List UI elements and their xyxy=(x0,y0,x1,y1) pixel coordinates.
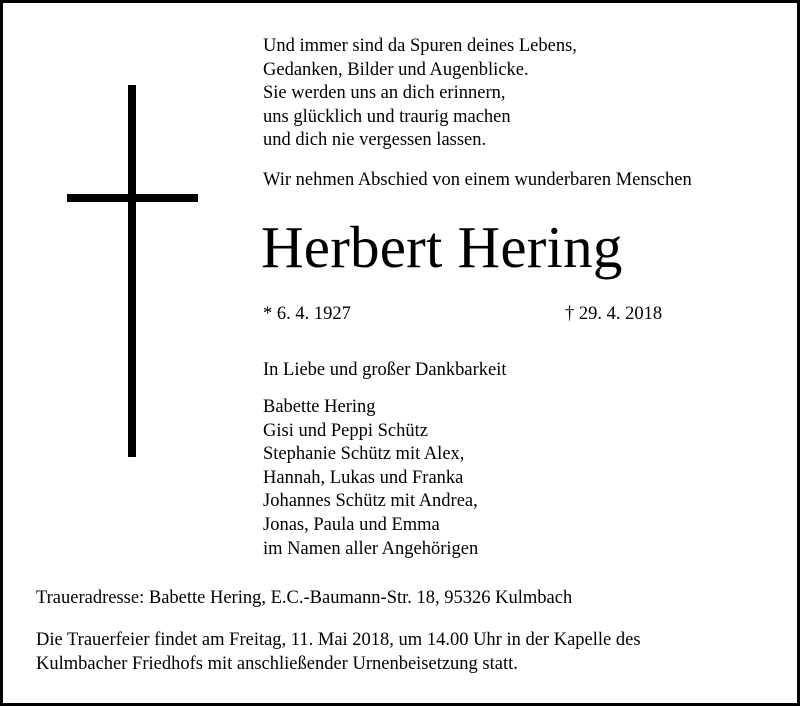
death-date: † 29. 4. 2018 xyxy=(565,304,663,324)
poem-line: Sie werden uns an dich erinnern, xyxy=(263,83,506,104)
poem-line: Gedanken, Bilder und Augenblicke. xyxy=(263,59,529,80)
ceremony-line: Die Trauerfeier findet am Freitag, 11. Mai 2018, um 14.00 Uhr in der Kapelle des xyxy=(36,630,641,650)
birth-date: * 6. 4. 1927 xyxy=(263,304,351,324)
mourner-line: Babette Hering xyxy=(263,397,376,417)
mourner-line: Johannes Schütz mit Andrea, xyxy=(263,491,478,512)
mourner-line: Jonas, Paula und Emma xyxy=(263,514,440,535)
mourner-line: Gisi und Peppi Schütz xyxy=(263,420,428,441)
deceased-name: Herbert Hering xyxy=(261,214,623,280)
poem-line: Und immer sind da Spuren deines Lebens, xyxy=(263,36,577,56)
poem xyxy=(263,35,577,153)
mourner-line: im Namen aller Angehörigen xyxy=(263,538,479,559)
mourner-line: Hannah, Lukas und Franka xyxy=(263,467,464,488)
mourner-line: Stephanie Schütz mit Alex, xyxy=(263,444,465,465)
ceremony-info xyxy=(36,629,756,676)
cross-vertical-bar xyxy=(128,85,136,457)
gratitude-line: In Liebe und großer Dankbarkeit xyxy=(263,360,507,380)
cross-horizontal-bar xyxy=(67,194,198,202)
ceremony-line: Kulmbacher Friedhofs mit anschließender Urnenbeisetzung statt. xyxy=(36,653,518,674)
farewell-line: Wir nehmen Abschied von einem wunderbaren Menschen xyxy=(263,170,692,190)
poem-line: und dich nie vergessen lassen. xyxy=(263,130,487,151)
mourners-list xyxy=(263,396,478,561)
mourning-address: Traueradresse: Babette Hering, E.C.-Baumann-Str. 18, 95326 Kulmbach xyxy=(36,588,573,608)
poem-line: uns glücklich und traurig machen xyxy=(263,106,511,127)
